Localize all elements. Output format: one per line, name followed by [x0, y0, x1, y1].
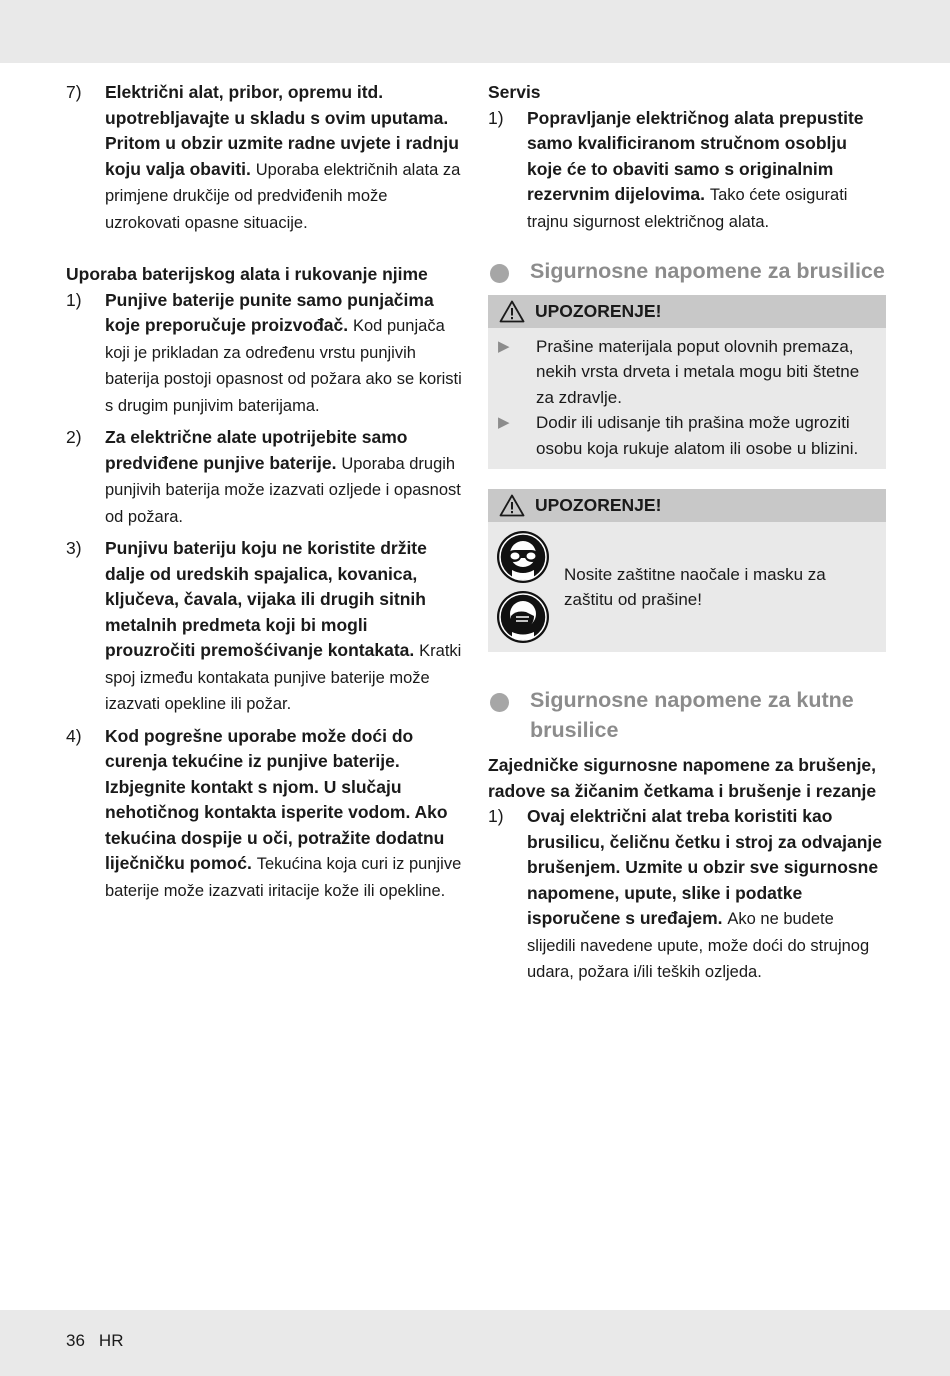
grinding-heading: Zajedničke sigurnosne napomene za brušenje, radove sa žičanim četkama i brušenje i rezanje: [488, 755, 877, 801]
list-item: [488, 804, 886, 986]
section-heading: [488, 257, 886, 287]
item-lead: Električni alat, pribor, opremu itd. upotrebljavajte u skladu s ovim uputama. Pritom u obzir uzmite radne uvjete i radnju koju valja obaviti.: [105, 82, 459, 179]
section-title: Sigurnosne napomene za kutne brusilice: [530, 688, 854, 742]
item-lead: Za električne alate upotrijebite samo predviđene punjive baterije.: [105, 427, 408, 473]
item-rest: Kod punjača koji je prikladan za određenu vrstu punjivih baterija postoji opasnost od požara ako se koristi s drugim punjivim baterijama.: [105, 317, 462, 415]
list-item: [66, 724, 462, 905]
item-lead: Ovaj električni alat treba koristiti kao brusilicu, čeličnu četku i stroj za odvajanje brušenjem. Uzmite u obzir sve sigurnosne napomene, upute, slike i podatke isporučene s uređajem.: [527, 806, 882, 928]
list-item: [66, 536, 462, 718]
item-rest: Uporaba drugih punjivih baterija može izazvati ozljede i opasnost od požara.: [105, 454, 461, 526]
page-number: 36: [66, 1331, 85, 1350]
ppe-instruction: Nosite zaštitne naočale i masku za zaštitu od prašine!: [564, 564, 826, 609]
item-lead: Popravljanje električnog alata prepustite samo kvalificiranom stručnom osoblju koje će to obaviti samo s originalnim rezervnim dijelovima.: [527, 107, 864, 204]
warning-label: UPOZORENJE!: [535, 300, 662, 321]
section-heading: [488, 686, 886, 745]
item-number: 1): [66, 289, 82, 310]
list-item: [66, 80, 462, 236]
item-rest: Tekućina koja curi iz punjive baterije može izazvati iritacije kože ili opekline.: [105, 855, 462, 900]
warning-box: [488, 295, 886, 470]
warning-triangle-icon: [499, 300, 525, 323]
warning-box: [488, 489, 886, 652]
list-item: [66, 425, 462, 530]
item-lead: Punjive baterije punite samo punjačima koje preporučuje proizvođač.: [105, 289, 434, 335]
item-rest: Kratki spoj između kontakata punjive baterije može izazvati opekline ili požar.: [105, 642, 462, 713]
bullet-item: [498, 334, 874, 411]
section-title: Sigurnosne napomene za brusilice: [530, 259, 885, 283]
safety-goggles-icon: [496, 530, 550, 584]
item-lead: Punjivu bateriju koju ne koristite držite dalje od uredskih spajalica, kovanica, ključeva, čavala, vijaka ili drugih sitnih metalnih predmeta koji bi mogli prouzročiti premošćivanje kontakata.: [105, 538, 427, 660]
right-column: [488, 80, 886, 992]
item-rest: Uporaba električnih alata za primjene drukčije od predviđenih može uzrokovati opasne situacije.: [105, 160, 461, 232]
list-item: [66, 288, 462, 420]
warning-bar: [488, 295, 886, 328]
list-item: [488, 106, 886, 236]
item-rest: Tako ćete osigurati trajnu sigurnost električnog alata.: [527, 186, 848, 231]
battery-heading: Uporaba baterijskog alata i rukovanje njime: [66, 264, 428, 284]
item-lead: Kod pogrešne uporabe može doći do curenja tekućine iz punjive baterije. Izbjegnite kontakt s njom. U slučaju nehotičnog kontakta isperite vodom. Ako tekućina dospije u oči, potražite dodatnu liječničku pomoć.: [105, 725, 448, 873]
item-number: 1): [488, 806, 504, 826]
service-heading: Servis: [488, 82, 541, 102]
triangle-bullet-icon: ▶: [498, 337, 510, 355]
dust-mask-icon: [496, 590, 550, 644]
bullet-text: Dodir ili udisanje tih prašina može ugroziti osobu koja rukuje alatom ili osobe u blizini.: [536, 413, 859, 458]
warning-triangle-icon: [499, 494, 525, 517]
header-band: [0, 0, 950, 63]
left-column: [66, 80, 462, 910]
footer: [66, 1331, 123, 1351]
triangle-bullet-icon: ▶: [498, 414, 510, 431]
item-number: 2): [66, 427, 82, 447]
item-rest: Ako ne budete slijedili navedene upute, može doći do strujnog udara, požara i/ili teških ozljeda.: [527, 910, 870, 981]
item-number: 1): [488, 107, 504, 128]
bullet-dot-icon: [490, 693, 509, 712]
warning-label: UPOZORENJE!: [535, 495, 662, 515]
language-code: HR: [98, 1331, 124, 1350]
bullet-item: [498, 410, 874, 461]
bullet-dot-icon: [490, 264, 509, 283]
item-number: 4): [66, 725, 82, 746]
item-number: 3): [66, 538, 82, 558]
item-number: 7): [66, 82, 82, 102]
footer-band: [0, 1310, 950, 1376]
warning-bar: [488, 489, 886, 522]
bullet-text: Prašine materijala poput olovnih premaza, nekih vrsta drveta i metala mogu biti štetne za zdravlje.: [536, 336, 860, 407]
